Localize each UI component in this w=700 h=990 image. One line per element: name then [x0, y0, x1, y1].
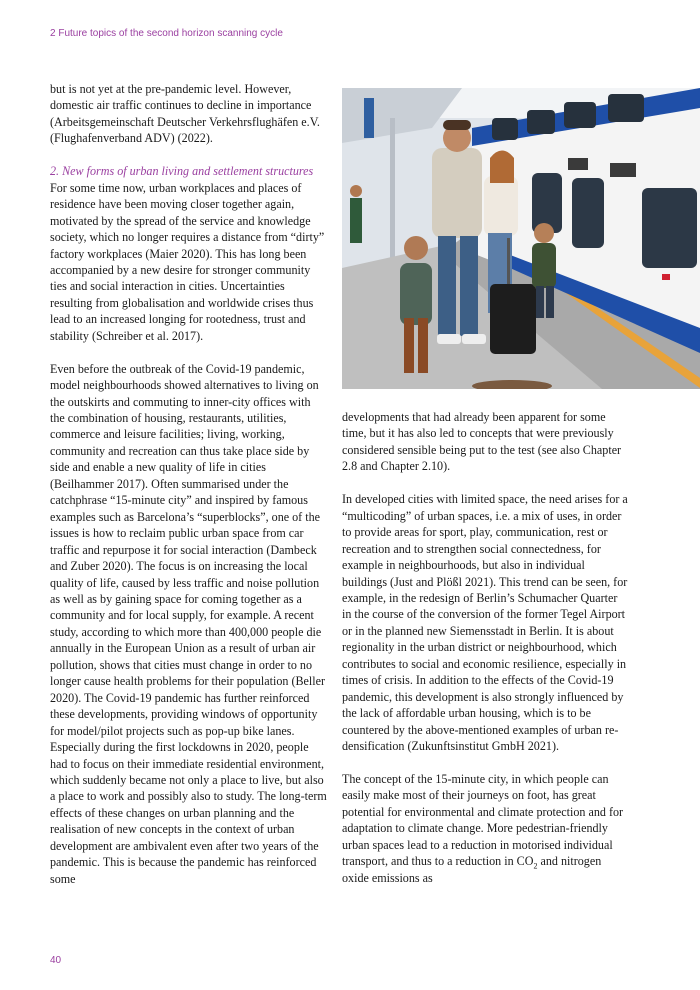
train-platform-photo — [342, 88, 700, 389]
subscript: 2 — [533, 861, 538, 871]
running-header: 2 Future topics of the second horizon scanning cycle — [50, 28, 283, 39]
paragraph: In developed cities with limited space, the need arises for a “multicoding” of urban spaces, i.e. a mix of uses, in order to provide areas for sport, play, communication, rest or recreation and to strengthen social connectedness, for example in neighbourhoods, but also in individual buildings (Just and Plößl 2021). This trend can be seen, for example, in the redesign of Berlin’s Schumacher Quarter in the course of the conversion of the former Tegel Airport or in the planned new Siemensstadt in Berlin. It is about regionality in the urban district or neighbourhood, which contributes to social and economic resilience, especially in times of crisis. In addition to the effects of the Covid-19 pandemic, this development is also strongly influenced by the lack of affordable urban housing, which is to be countered by the above-mentioned examples of urban re-densification (Zukunftsinstitut GmbH 2021). — [342, 492, 628, 754]
paragraph-text: and nitrogen oxide emissions as — [342, 854, 602, 885]
paragraph: Even before the outbreak of the Covid-19 pandemic, model neighbourhoods showed alternatives to living on the outskirts and commuting to inner-city offices with the combination of housing, restaurants, utilities, commerce and leisure facilities; living, working, community and recreation can thus take place side by side and enable a new quality of life in cities (Beilhammer 2017). Often summarised under the catchphrase “15-minute city” and inspired by famous examples such as Barcelona’s “superblocks”, one of the issues is how to reclaim public urban space from car traffic and repurpose it for social interaction (Dambeck and Zuber 2020). The focus is on increasing the local quality of life, caused by less traffic and noise pollution as well as by gaining space for coming together as a community and for local supply, for example. A recent study, according to which more than 400,000 people die annually in the European Union as a result of urban air pollution, shows that cities must change in order to no longer cause health problems for their population (Beller 2020). The Covid-19 pandemic has further reinforced these developments, providing windows of opportunity for model/pilot projects such as pop-up bike lanes. Especially during the first lockdowns in 2020, people had to focus on their immediate residential environment, which suddenly became not only a place to live, but also a place to work and possibly also to study. The long-term effects of these changes on urban planning and the realisation of new concepts in the context of urban development are ambivalent even after two years of the pandemic. This is because the pandemic has reinforced some — [50, 361, 327, 886]
paragraph — [342, 771, 628, 886]
paragraph: For some time now, urban workplaces and places of residence have been moving closer together again, motivated by the spread of the service and knowledge society, which no longer requires a distance from “dirty” factory workplaces (Maier 2020). This has long been accompanied by a new desire for stronger community ties and social interaction in cities. Uncertainties resulting from globalisation and worldwide crises thus lead to an increased longing for rootedness, trust and stability (Schreiber et al. 2017). — [50, 180, 325, 343]
paragraph: but is not yet at the pre-pandemic level. However, domestic air traffic continues to decline in importance (Arbeitsgemeinschaft Deutscher Verkehrsflughäfen e.V. (Flughafenverband ADV) (2022). — [50, 82, 320, 146]
paragraph: developments that had already been apparent for some time, but it has also led to concepts that were previously considered sensible being put to the test (see also Chapter 2.8 and Chapter 2.10). — [342, 410, 622, 474]
paragraph-text: The concept of the 15-minute city, in which people can easily make most of their journeys on foot, has great potential for environmental and climate protection and for adaptation to climate change. More pedestrian-friendly urban spaces lead to a reduction in motorised individual transport, and thus to a reduction in CO — [342, 771, 624, 869]
left-column — [50, 81, 328, 887]
right-column — [342, 409, 628, 886]
section-subheading: 2. New forms of urban living and settlement structures — [50, 164, 314, 179]
page-number: 40 — [50, 955, 62, 966]
